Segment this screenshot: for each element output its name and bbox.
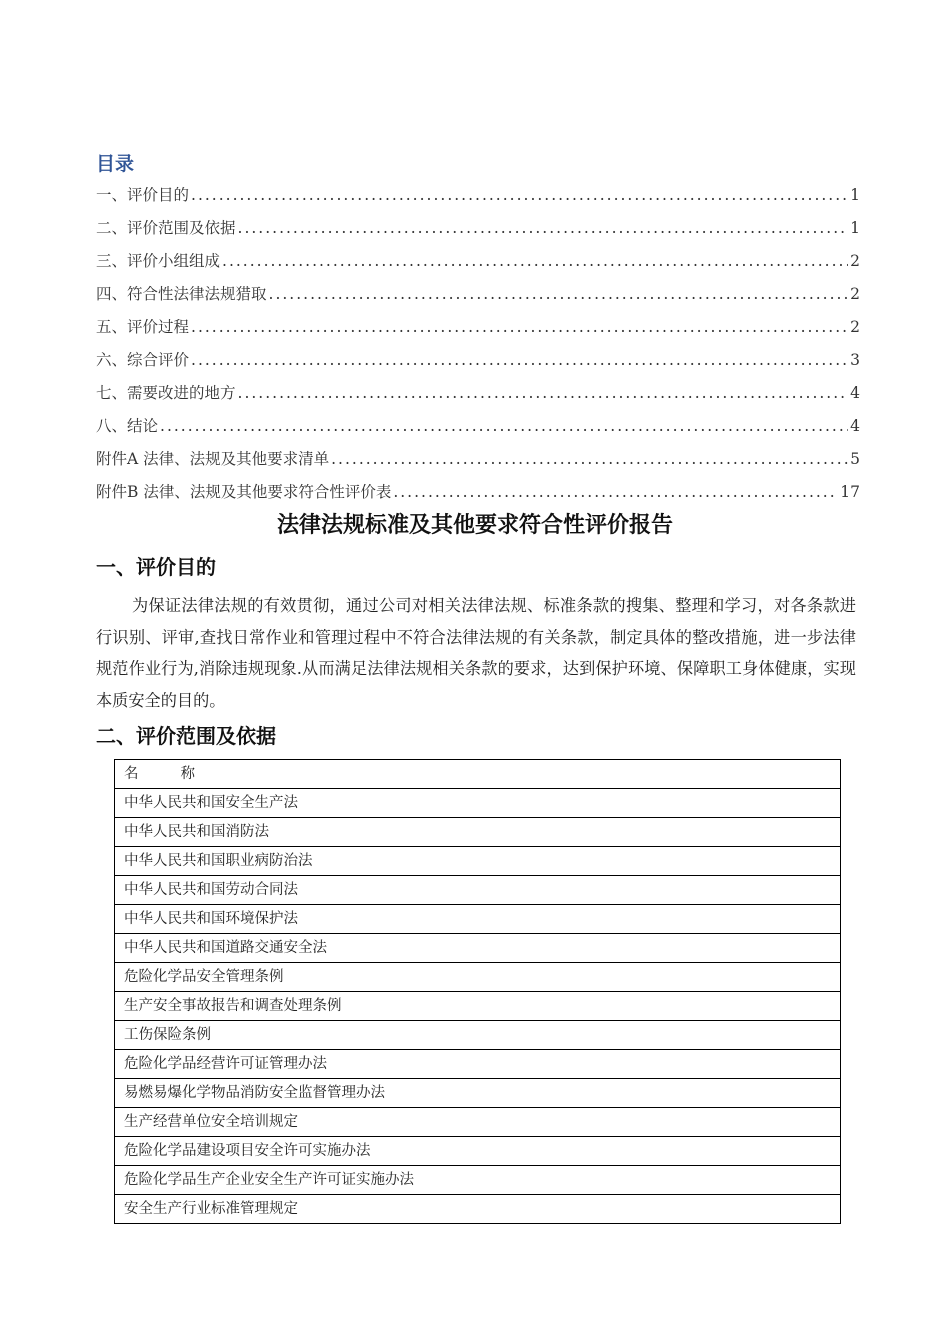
toc-entry-label: 一、评价目的 bbox=[96, 186, 190, 204]
table-cell: 危险化学品安全管理条例 bbox=[115, 963, 841, 992]
table-row bbox=[115, 1108, 841, 1137]
toc-leader-dots bbox=[191, 345, 848, 375]
table-cell: 危险化学品生产企业安全生产许可证实施办法 bbox=[115, 1166, 841, 1195]
table-row bbox=[115, 963, 841, 992]
table-cell: 工伤保险条例 bbox=[115, 1021, 841, 1050]
toc-entry[interactable] bbox=[96, 411, 860, 444]
toc-entry[interactable] bbox=[96, 312, 860, 345]
toc-leader-dots bbox=[160, 411, 848, 441]
toc-entry-label: 三、评价小组组成 bbox=[96, 252, 221, 270]
toc-title: 目录 bbox=[96, 153, 135, 175]
table-row bbox=[115, 1021, 841, 1050]
toc-leader-dots bbox=[238, 378, 849, 408]
table-header-cell bbox=[115, 760, 841, 789]
table-row bbox=[115, 1079, 841, 1108]
toc-entry-label: 四、符合性法律法规猎取 bbox=[96, 285, 267, 303]
table-cell: 安全生产行业标准管理规定 bbox=[115, 1195, 841, 1224]
toc-entry-label: 附件B 法律、法规及其他要求符合性评价表 bbox=[96, 483, 392, 501]
table-header-left: 名 bbox=[124, 766, 139, 782]
table-row bbox=[115, 905, 841, 934]
toc-entry[interactable] bbox=[96, 180, 860, 213]
toc-entry-page: 2 bbox=[850, 285, 860, 303]
toc-entry-page: 5 bbox=[850, 450, 860, 468]
table-row bbox=[115, 1137, 841, 1166]
toc-entry-page: 3 bbox=[850, 351, 860, 369]
toc-entry[interactable] bbox=[96, 345, 860, 378]
toc-entry-label: 八、结论 bbox=[96, 417, 159, 435]
table-row bbox=[115, 1050, 841, 1079]
toc-entry-page: 1 bbox=[850, 186, 860, 204]
table-row bbox=[115, 1166, 841, 1195]
table-cell: 生产安全事故报告和调查处理条例 bbox=[115, 992, 841, 1021]
section-heading-purpose: 一、评价目的 bbox=[96, 555, 216, 579]
table-cell: 危险化学品经营许可证管理办法 bbox=[115, 1050, 841, 1079]
toc-entry-page: 4 bbox=[850, 384, 860, 402]
table-header-right: 称 bbox=[180, 766, 195, 782]
table-row bbox=[115, 992, 841, 1021]
toc-entry-label: 七、需要改进的地方 bbox=[96, 384, 236, 402]
table-header-row bbox=[115, 760, 841, 789]
toc-entry[interactable] bbox=[96, 378, 860, 411]
toc-entry[interactable] bbox=[96, 246, 860, 279]
section-body-purpose: 为保证法律法规的有效贯彻，通过公司对相关法律法规、标准条款的搜集、整理和学习，对各条款进行识别、评审,查找日常作业和管理过程中不符合法律法规的有关条款，制定具体的整改措施，进一步法律规范作业行为,消除违规现象.从而满足法律法规相关条款的要求，达到保护环境、保障职工身体健康，实现本质安全的目的。 bbox=[96, 596, 856, 710]
table-cell: 中华人民共和国安全生产法 bbox=[115, 789, 841, 818]
toc-leader-dots bbox=[269, 279, 849, 309]
table-cell: 中华人民共和国道路交通安全法 bbox=[115, 934, 841, 963]
toc-entry-label: 六、综合评价 bbox=[96, 351, 190, 369]
toc-entry[interactable] bbox=[96, 279, 860, 312]
table-cell: 中华人民共和国消防法 bbox=[115, 818, 841, 847]
table-cell: 易燃易爆化学物品消防安全监督管理办法 bbox=[115, 1079, 841, 1108]
table-row bbox=[115, 1195, 841, 1224]
toc-leader-dots bbox=[331, 444, 848, 474]
table-cell: 中华人民共和国环境保护法 bbox=[115, 905, 841, 934]
toc-entry-page: 4 bbox=[850, 417, 860, 435]
toc-entry-page: 2 bbox=[850, 318, 860, 336]
table-of-contents bbox=[96, 180, 860, 510]
toc-entry[interactable] bbox=[96, 477, 860, 510]
section-heading-scope: 二、评价范围及依据 bbox=[96, 724, 276, 748]
toc-leader-dots bbox=[222, 246, 848, 276]
regulations-table bbox=[114, 759, 841, 1224]
toc-entry-label: 五、评价过程 bbox=[96, 318, 190, 336]
table-row bbox=[115, 847, 841, 876]
document-title: 法律法规标准及其他要求符合性评价报告 bbox=[276, 512, 673, 538]
toc-entry-page: 17 bbox=[840, 483, 860, 501]
toc-entry[interactable] bbox=[96, 213, 860, 246]
table-cell: 生产经营单位安全培训规定 bbox=[115, 1108, 841, 1137]
toc-leader-dots bbox=[191, 312, 848, 342]
table-cell: 危险化学品建设项目安全许可实施办法 bbox=[115, 1137, 841, 1166]
table-row bbox=[115, 934, 841, 963]
toc-entry-label: 二、评价范围及依据 bbox=[96, 219, 236, 237]
toc-leader-dots bbox=[191, 180, 848, 210]
toc-leader-dots bbox=[238, 213, 849, 243]
toc-entry-page: 1 bbox=[850, 219, 860, 237]
table-row bbox=[115, 818, 841, 847]
table-cell: 中华人民共和国劳动合同法 bbox=[115, 876, 841, 905]
table-row bbox=[115, 876, 841, 905]
toc-entry-page: 2 bbox=[850, 252, 860, 270]
table-cell: 中华人民共和国职业病防治法 bbox=[115, 847, 841, 876]
toc-leader-dots bbox=[393, 477, 838, 507]
toc-entry-label: 附件A 法律、法规及其他要求清单 bbox=[96, 450, 330, 468]
table-row bbox=[115, 789, 841, 818]
toc-entry[interactable] bbox=[96, 444, 860, 477]
